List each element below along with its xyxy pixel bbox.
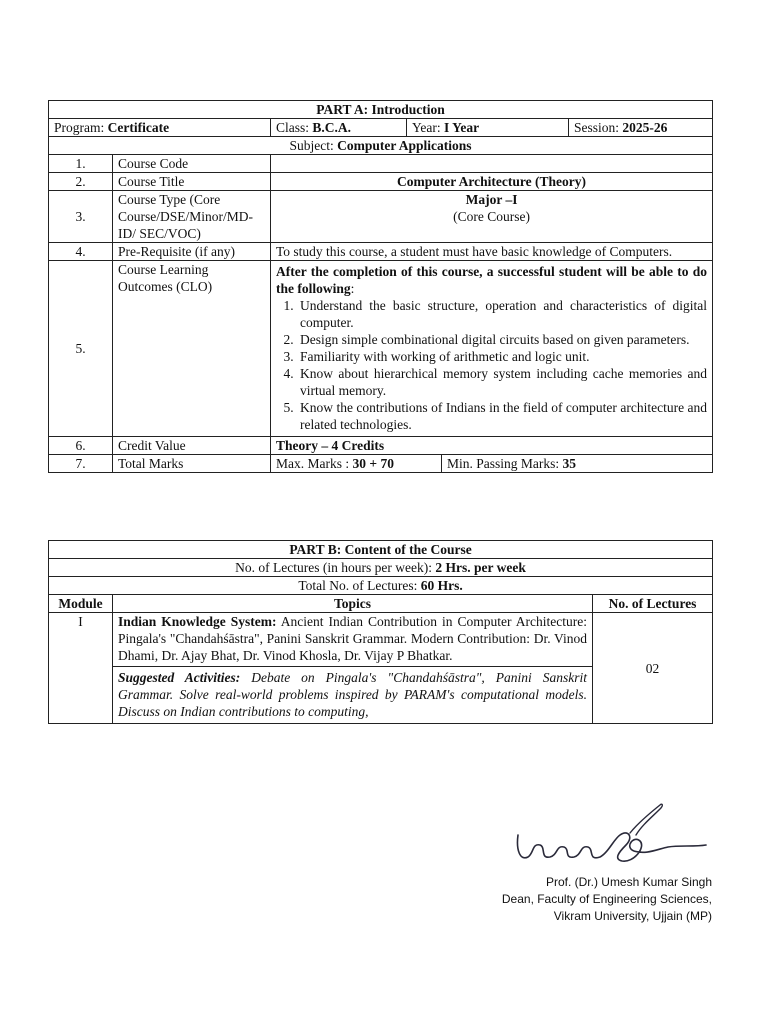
course-title-row (49, 173, 713, 191)
module-header: Module (49, 595, 113, 613)
part-b-table (48, 540, 713, 724)
module-lectures: 02 (593, 613, 713, 724)
class-value: B.C.A. (312, 120, 352, 135)
row-label: Pre-Requisite (if any) (113, 243, 271, 261)
course-type-row (49, 191, 713, 243)
year-cell (407, 119, 569, 137)
signature-stroke (517, 833, 706, 861)
session-label: Session: (574, 120, 623, 135)
program-label: Program: (54, 120, 108, 135)
credit-value: Theory – 4 Credits (271, 437, 713, 455)
clo-row (49, 261, 713, 437)
lectures-header: No. of Lectures (593, 595, 713, 613)
row-label: Course Learning Outcomes (CLO) (113, 261, 271, 437)
min-marks-label: Min. Passing Marks: (447, 456, 563, 471)
program-value: Certificate (107, 120, 170, 135)
max-marks-label: Max. Marks : (276, 456, 353, 471)
session-cell (569, 119, 713, 137)
max-marks-value: 30 + 70 (352, 456, 394, 471)
row-number: 4. (49, 243, 113, 261)
part-b-title-row (49, 541, 713, 559)
topic-heading: Indian Knowledge System: (118, 614, 277, 629)
row-number: 5. (49, 261, 113, 437)
topics-header: Topics (113, 595, 593, 613)
subject-row (49, 137, 713, 155)
course-code-row (49, 155, 713, 173)
credit-row (49, 437, 713, 455)
lectures-per-week-row (49, 559, 713, 577)
row-number: 7. (49, 455, 113, 473)
clo-list (276, 297, 707, 433)
row-number: 2. (49, 173, 113, 191)
subject-label: Subject: (289, 138, 338, 153)
topic-text (118, 613, 587, 664)
clo-intro-text: After the completion of this course, a successful student will be able to do the following (276, 264, 708, 296)
row-label: Course Type (Core Course/DSE/Minor/MD-ID/ SEC/VOC) (113, 191, 271, 243)
part-a-title: PART A: Introduction (49, 101, 713, 119)
lectures-per-week-cell (49, 559, 713, 577)
session-value: 2025-26 (622, 120, 668, 135)
marks-row (49, 455, 713, 473)
row-number: 6. (49, 437, 113, 455)
min-marks-value: 35 (562, 456, 577, 471)
course-type-value (271, 191, 713, 243)
part-b-title: PART B: Content of the Course (49, 541, 713, 559)
signatory-name: Prof. (Dr.) Umesh Kumar Singh (545, 875, 712, 889)
max-marks-cell (271, 455, 442, 473)
signatory-designation: Dean, Faculty of Engineering Sciences, (501, 892, 712, 906)
clo-item: 4. Know about hierarchical memory system including cache memories and virtual memory. (297, 365, 707, 399)
clo-item: 1. Understand the basic structure, operation and characteristics of digital computer. (297, 297, 707, 331)
row-label: Course Title (113, 173, 271, 191)
class-label: Class: (276, 120, 313, 135)
activities-text: Debate on Pingala's "Chandahśāstra", Panini Sanskrit Grammar. Solve real-world problems inspired by PARAM's computational models. Discuss on Indian contributions to computing, (118, 670, 587, 719)
prerequisite-value: To study this course, a student must have basic knowledge of Computers. (271, 243, 713, 261)
row-number: 3. (49, 191, 113, 243)
program-info-row (49, 119, 713, 137)
clo-intro (276, 263, 707, 297)
course-type-major: Major –I (465, 192, 518, 207)
clo-value (271, 261, 713, 437)
course-code-value (271, 155, 713, 173)
suggested-activities (113, 666, 592, 720)
row-label: Credit Value (113, 437, 271, 455)
total-lectures-label: Total No. of Lectures: (298, 578, 421, 593)
min-marks-cell (442, 455, 713, 473)
subject-cell (49, 137, 713, 155)
signature-flourish (630, 804, 662, 835)
clo-intro-colon: : (350, 281, 355, 296)
year-label: Year: (412, 120, 445, 135)
module-row (49, 613, 713, 724)
row-label: Total Marks (113, 455, 271, 473)
clo-item: 2. Design simple combinational digital circuits based on given parameters. (297, 331, 707, 348)
signatory-institution: Vikram University, Ujjain (MP) (553, 909, 712, 923)
year-value: I Year (444, 120, 480, 135)
subject-value: Computer Applications (337, 138, 472, 153)
header-row (49, 595, 713, 613)
topic-description: Ancient Indian Contribution in Computer Architecture: Pingala's "Chandahśāstra", Panini Sanskrit Grammar. Modern Contribution: Dr. Vinod Dhami, Dr. Ajay Bhat, Dr. Vinod Khosla, Dr. Vijay P Bhatkar. (118, 614, 587, 663)
activities-label: Suggested Activities: (118, 670, 241, 685)
topics-cell (113, 613, 593, 724)
lectures-per-week-label: No. of Lectures (in hours per week): (235, 560, 436, 575)
total-lectures-value: 60 Hrs. (420, 578, 463, 593)
row-number: 1. (49, 155, 113, 173)
clo-item: 3. Familiarity with working of arithmetic and logic unit. (297, 348, 707, 365)
module-number: I (49, 613, 113, 724)
signatory-block (502, 874, 712, 925)
course-title-value: Computer Architecture (Theory) (271, 173, 713, 191)
row-label: Course Code (113, 155, 271, 173)
program-cell (49, 119, 271, 137)
clo-item: 5. Know the contributions of Indians in the field of computer architecture and related technologies. (297, 399, 707, 433)
lectures-per-week-value: 2 Hrs. per week (435, 560, 526, 575)
part-a-table (48, 100, 713, 473)
total-lectures-row (49, 577, 713, 595)
part-a-title-row (49, 101, 713, 119)
prerequisite-row (49, 243, 713, 261)
course-type-note: (Core Course) (453, 209, 530, 224)
class-cell (271, 119, 407, 137)
signature-image (510, 795, 710, 873)
total-lectures-cell (49, 577, 713, 595)
